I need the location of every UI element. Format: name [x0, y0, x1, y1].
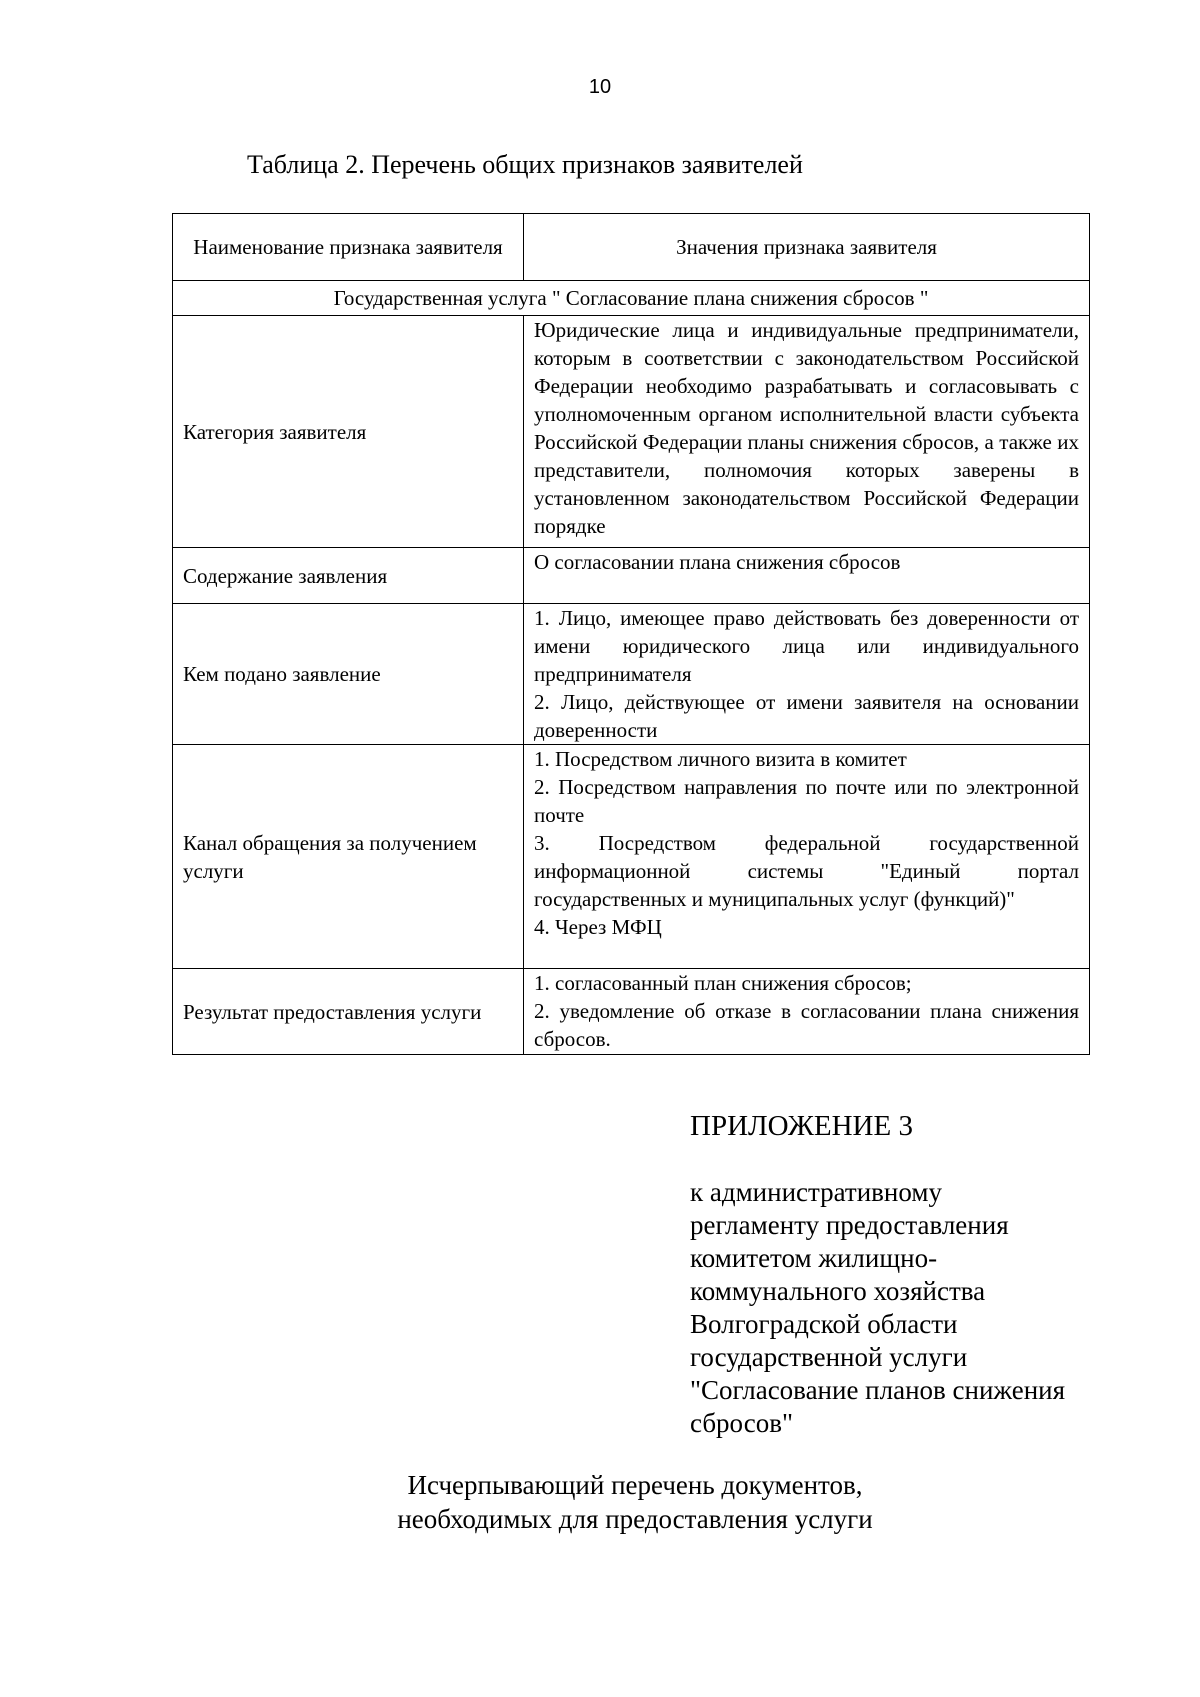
attribute-value — [524, 316, 1090, 548]
value-line: 1. Лицо, имеющее право действовать без доверенности от имени юридического лица или индивидуального предпринимателя — [534, 606, 1079, 686]
appendix-line: коммунального хозяйства — [690, 1276, 986, 1306]
appendix-line: Волгоградской области — [690, 1309, 958, 1339]
table-row — [173, 548, 1090, 604]
appendix-line: комитетом жилищно- — [690, 1243, 938, 1273]
table-header-row — [173, 214, 1090, 281]
appendix-line: к административному — [690, 1177, 942, 1207]
appendix-line: сбросов" — [690, 1408, 793, 1438]
table-row — [173, 604, 1090, 745]
service-row — [173, 281, 1090, 316]
value-line: 1. согласованный план снижения сбросов; — [534, 971, 912, 995]
attribute-name: Содержание заявления — [173, 548, 524, 604]
appendix-line: регламенту предоставления — [690, 1210, 1009, 1240]
table-caption: Таблица 2. Перечень общих признаков заявителей — [247, 150, 803, 179]
appendix-line: государственной услуги — [690, 1342, 968, 1372]
value-line: 2. уведомление об отказе в согласовании плана снижения сбросов. — [534, 999, 1079, 1051]
value-line: 1. Посредством личного визита в комитет — [534, 747, 907, 771]
table-row — [173, 969, 1090, 1055]
table-row — [173, 745, 1090, 969]
section-heading — [0, 1468, 1200, 1536]
value-line: Юридические лица и индивидуальные предприниматели, которым в соответствии с законодательством Российской Федерации необходимо разрабатывать и согласовывать с уполномоченным органом исполнительной власти субъекта Российской Федерации планы снижения сбросов, а также их представители, полномочия которых заверены в установленном законодательством Российской Федерации порядке — [534, 318, 1079, 538]
service-name: Государственная услуга " Согласование плана снижения сбросов " — [173, 281, 1090, 316]
attribute-name: Канал обращения за получением услуги — [173, 745, 524, 969]
appendix-title: ПРИЛОЖЕНИЕ 3 — [690, 1110, 913, 1142]
attribute-value — [524, 604, 1090, 745]
header-attribute-name: Наименование признака заявителя — [173, 214, 524, 281]
value-line: 2. Лицо, действующее от имени заявителя на основании доверенности — [534, 690, 1079, 742]
header-attribute-values: Значения признака заявителя — [524, 214, 1090, 281]
value-line: О согласовании плана снижения сбросов — [534, 550, 901, 574]
attribute-name: Кем подано заявление — [173, 604, 524, 745]
value-line: 2. Посредством направления по почте или по электронной почте — [534, 775, 1079, 827]
attribute-name: Результат предоставления услуги — [173, 969, 524, 1055]
attribute-value — [524, 969, 1090, 1055]
value-line: 4. Через МФЦ — [534, 915, 662, 939]
value-line: 3. Посредством федеральной государственной информационной системы "Единый портал государственных и муниципальных услуг (функций)" — [534, 831, 1079, 911]
appendix-line: "Согласование планов снижения — [690, 1375, 1066, 1405]
page-number: 10 — [588, 76, 612, 98]
heading-line: необходимых для предоставления услуги — [397, 1504, 873, 1534]
table-row — [173, 316, 1090, 548]
appendix-subtitle — [690, 1176, 1110, 1440]
applicant-attributes-table — [172, 213, 1090, 1055]
attribute-value — [524, 548, 1090, 604]
attribute-value — [524, 745, 1090, 969]
attribute-name: Категория заявителя — [173, 316, 524, 548]
heading-line: Исчерпывающий перечень документов, — [407, 1470, 863, 1500]
